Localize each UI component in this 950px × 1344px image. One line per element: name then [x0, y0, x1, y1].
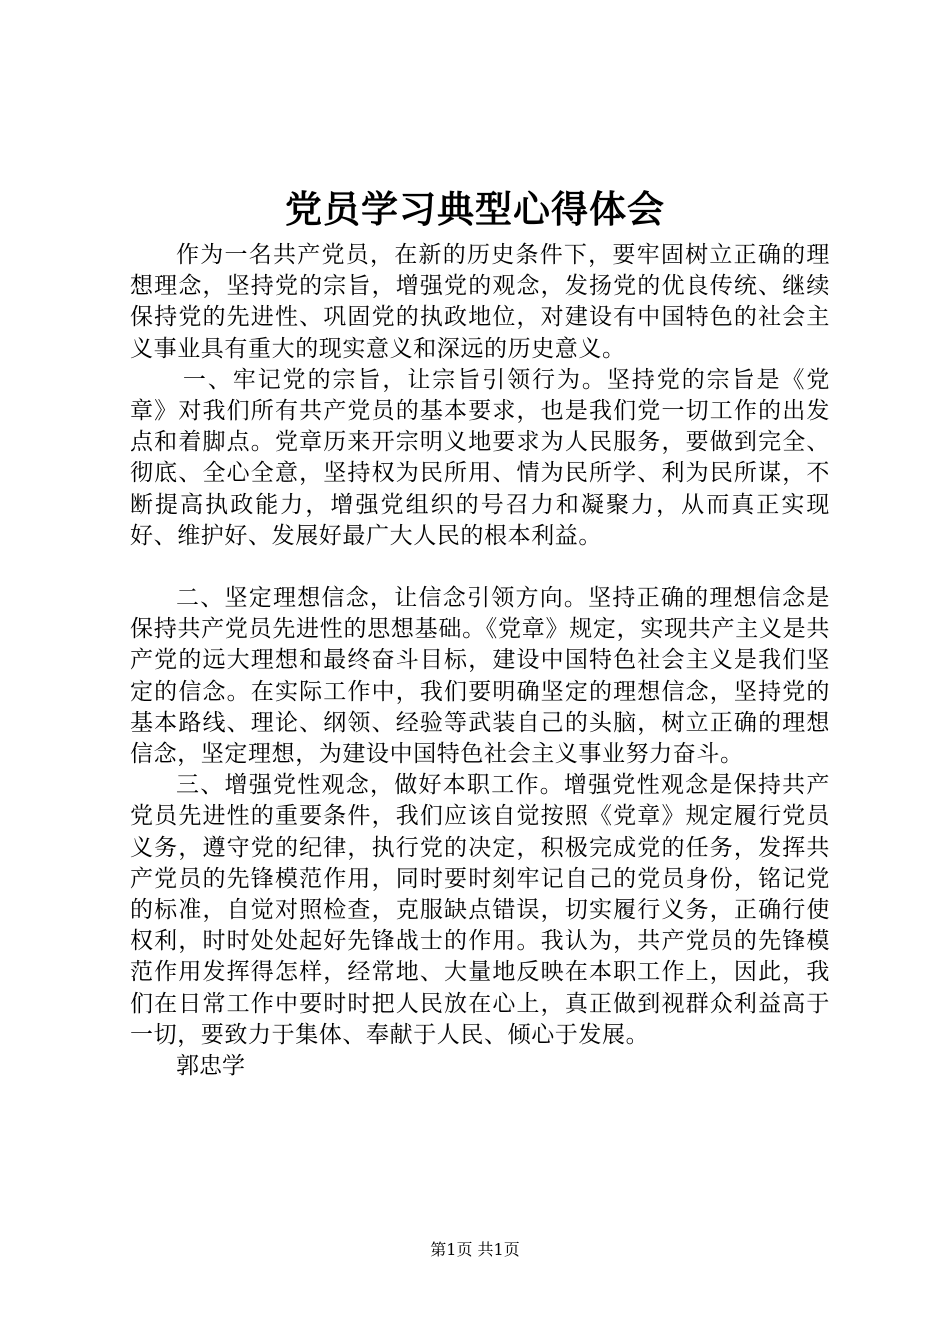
intro-paragraph: 作为一名共产党员，在新的历史条件下，要牢固树立正确的理想理念，坚持党的宗旨，增强党的观念，发扬党的优良传统、继续保持党的先进性、巩固党的执政地位，对建设有中国特色的社会主义事业具有重大的现实意义和深远的历史意义。	[130, 242, 830, 362]
section-three-paragraph: 三、增强党性观念，做好本职工作。增强党性观念是保持共产党员先进性的重要条件，我们应该自觉按照《党章》规定履行党员义务，遵守党的纪律，执行党的决定，积极完成党的任务，发挥共产党员的先锋模范作用，同时要时刻牢记自己的党员身份，铭记党的标准，自觉对照检查，克服缺点错误，切实履行义务，正确行使权利，时时处处起好先锋战士的作用。我认为，共产党员的先锋模范作用发挥得怎样，经常地、大量地反映在本职工作上，因此，我们在日常工作中要时时把人民放在心上，真正做到视群众利益高于一切，要致力于集体、奉献于人民、倾心于发展。	[130, 772, 830, 1048]
document-body	[130, 240, 830, 1082]
document-title: 党员学习典型心得体会	[285, 187, 665, 231]
author-signature: 郭忠学	[176, 1053, 245, 1080]
page-footer: 第1页 共1页	[430, 1240, 520, 1259]
paragraph-spacer	[130, 552, 830, 583]
section-two-paragraph: 二、坚定理想信念，让信念引领方向。坚持正确的理想信念是保持共产党员先进性的思想基础。《党章》规定，实现共产主义是共产党的远大理想和最终奋斗目标，建设中国特色社会主义是我们坚定的信念。在实际工作中，我们要明确坚定的理想信念，坚持党的基本路线、理论、纲领、经验等武装自己的头脑，树立正确的理想信念，坚定理想，为建设中国特色社会主义事业努力奋斗。	[130, 585, 830, 768]
section-one-paragraph: 一、牢记党的宗旨，让宗旨引领行为。坚持党的宗旨是《党章》对我们所有共产党员的基本要求，也是我们党一切工作的出发点和着脚点。党章历来开宗明义地要求为人民服务，要做到完全、彻底、全心全意，坚持权为民所用、情为民所学、利为民所谋，不断提高执政能力，增强党组织的号召力和凝聚力，从而真正实现好、维护好、发展好最广大人民的根本利益。	[130, 366, 830, 549]
